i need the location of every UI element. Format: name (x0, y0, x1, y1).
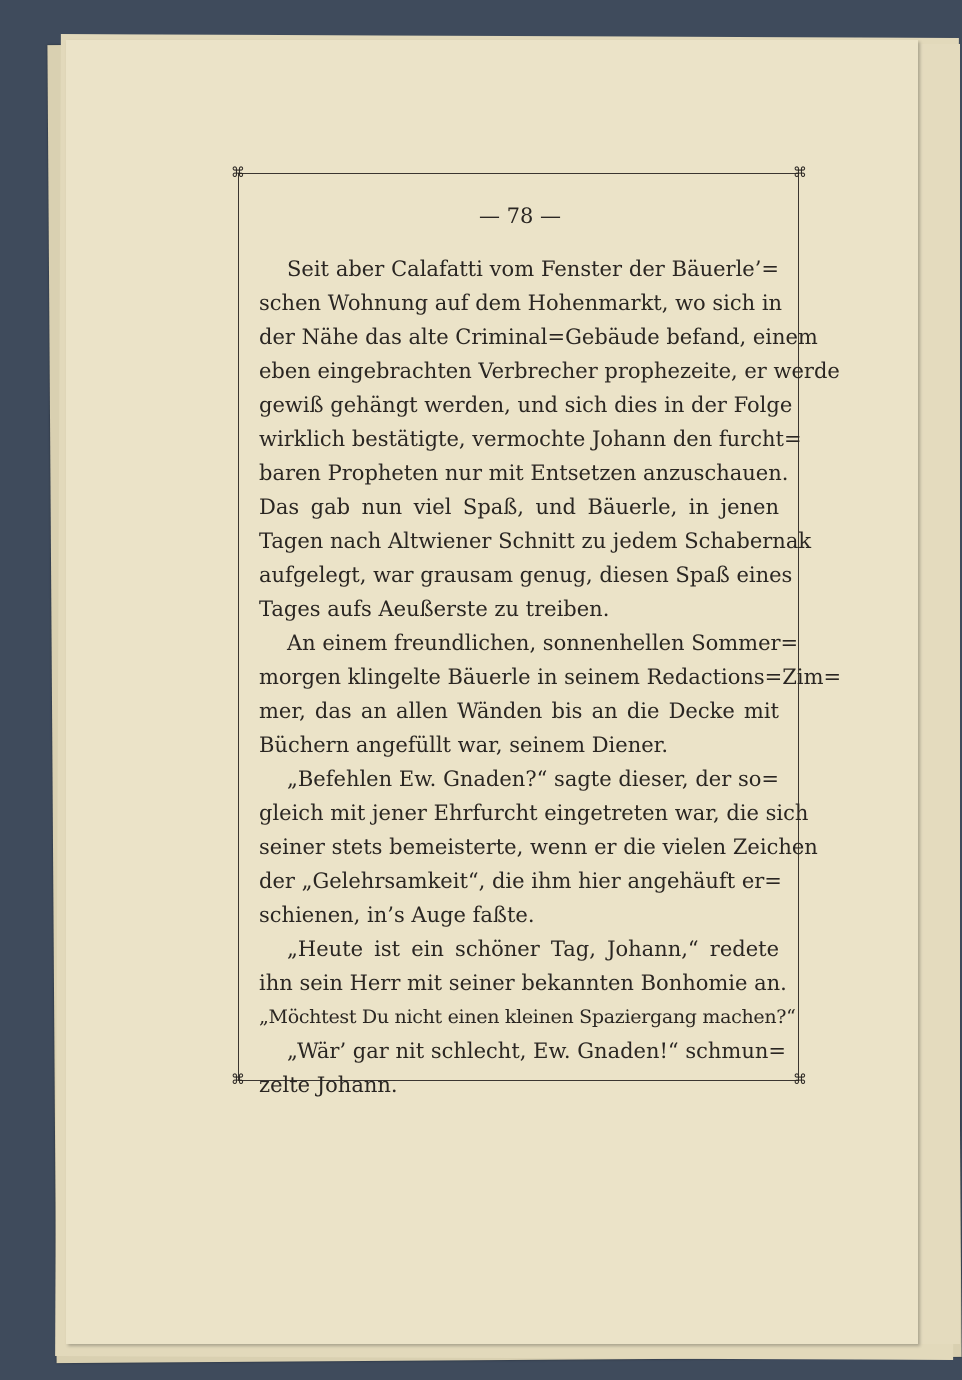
text-line: „Wär’ gar nit schlecht, Ew. Gnaden!“ schmun= (287, 1039, 786, 1063)
text-line: der Nähe das alte Criminal=Gebäude befand, einem (259, 325, 818, 349)
text-line: eben eingebrachten Verbrecher prophezeite, er werde (259, 359, 840, 383)
page-number: — 78 — (478, 204, 562, 228)
text-line: Seit aber Calafatti vom Fenster der Bäuerle’= (287, 257, 779, 281)
text-line: gewiß gehängt werden, und sich dies in der Folge (259, 393, 793, 417)
text-line: wirklich bestätigte, vermochte Johann den furcht= (259, 427, 802, 451)
text-line: schienen, in’s Auge faßte. (259, 903, 535, 927)
text-line: mer, das an allen Wänden bis an die Decke mit (259, 699, 779, 723)
text-line: aufgelegt, war grausam genug, diesen Spaß eines (259, 563, 793, 587)
text-line: „Möchtest Du nicht einen kleinen Spaziergang machen?“ (259, 1006, 796, 1028)
text-line: seiner stets bemeisterte, wenn er die vielen Zeichen (259, 835, 818, 859)
facing-page-edge (912, 44, 960, 1344)
text-line: An einem freundlichen, sonnenhellen Sommer= (287, 631, 799, 655)
text-line: „Befehlen Ew. Gnaden?“ sagte dieser, der so= (287, 767, 779, 791)
text-line: schen Wohnung auf dem Hohenmarkt, wo sich in (259, 291, 783, 315)
text-line: gleich mit jener Ehrfurcht eingetreten war, die sich (259, 801, 809, 825)
text-line: morgen klingelte Bäuerle in seinem Redactions=Zim= (259, 665, 842, 689)
text-line: Tages aufs Aeußerste zu treiben. (259, 597, 610, 621)
corner-ornament-icon: ⌘ (793, 165, 807, 181)
body-text (259, 252, 842, 1102)
text-line: Das gab nun viel Spaß, und Bäuerle, in jenen (259, 495, 779, 519)
text-line: „Heute ist ein schöner Tag, Johann,“ redete (287, 937, 779, 961)
text-line: ihn sein Herr mit seiner bekannten Bonhomie an. (259, 971, 787, 995)
text-line: der „Gelehrsamkeit“, die ihm hier angehäuft er= (259, 869, 782, 893)
corner-ornament-icon: ⌘ (231, 165, 245, 181)
text-line: Büchern angefüllt war, seinem Diener. (259, 733, 669, 757)
text-line: zelte Johann. (259, 1073, 398, 1097)
corner-ornament-icon: ⌘ (793, 1072, 807, 1088)
text-line: Tagen nach Altwiener Schnitt zu jedem Schabernak (259, 529, 812, 553)
corner-ornament-icon: ⌘ (231, 1072, 245, 1088)
text-line: baren Propheten nur mit Entsetzen anzuschauen. (259, 461, 789, 485)
